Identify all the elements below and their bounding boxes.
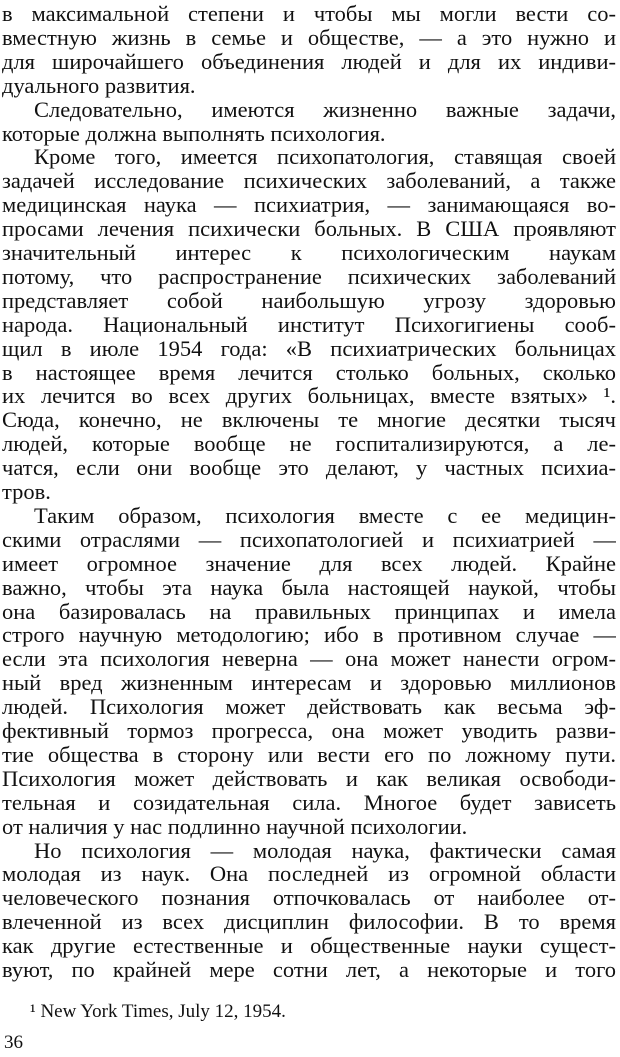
text-line: щил в июле 1954 года: «В психиатрических больницах [2, 336, 616, 361]
text-line: вместную жизнь в семье и обществе, — а это нужно и [2, 25, 616, 50]
text-line: для широчайшего объединения людей и для их индиви- [2, 49, 616, 74]
text-line: строго научную методологию; ибо в противном случае — [2, 623, 616, 648]
text-line: Психология может действовать и как великая освободи- [2, 766, 616, 791]
text-line: просами лечения психически больных. В США проявляют [2, 217, 616, 242]
text-line: человеческого познания отпочковалась от наиболее от- [2, 886, 616, 911]
text-line: народа. Национальный институт Психогигиены сооб- [2, 312, 616, 337]
text-line: от наличия у нас подлинно научной психологии. [2, 814, 468, 839]
text-line: людей. Психология может действовать как весьма эф- [2, 695, 616, 720]
text-line: Сюда, конечно, не включены те многие десятки тысяч [2, 408, 616, 433]
text-line: дуального развития. [2, 73, 196, 98]
text-line: влеченной из всех дисциплин философии. В то время [2, 910, 616, 935]
text-line: медицинская наука — психиатрия, — занимающаяся во- [2, 193, 616, 218]
text-line: их лечится во всех других больницах, вместе взятых» ¹. [2, 384, 616, 409]
text-line: Таким образом, психология вместе с ее медицин- [34, 503, 616, 528]
text-line: значительный интерес к психологическим наукам [2, 241, 616, 265]
text-line: она базировалась на правильных принципах и имела [2, 599, 616, 624]
text-line: важно, чтобы эта наука была настоящей наукой, чтобы [2, 575, 616, 600]
text-line: представляет собой наибольшую угрозу здоровью [2, 288, 616, 313]
text-line: задачей исследование психических заболеваний, а также [2, 169, 616, 194]
text-line: чатся, если они вообще это делают, у частных психиа- [2, 456, 616, 481]
text-line: ный вред жизненным интересам и здоровью миллионов [2, 671, 616, 696]
text-line: тельная и созидательная сила. Многое будет зависеть [2, 790, 616, 815]
text-line: скими отраслями — психопатологией и психиатрией — [2, 527, 616, 552]
text-line: если эта психология неверна — она может нанести огром- [2, 647, 616, 672]
text-line: вуют, по крайней мере сотни лет, а некоторые и того [2, 958, 616, 982]
text-line: молодая из наук. Она последней из огромной области [2, 862, 616, 887]
text-line: в максимальной степени и чтобы мы могли вести со- [2, 2, 616, 26]
text-line: Следовательно, имеются жизненно важные задачи, [34, 97, 616, 122]
text-line: тров. [2, 480, 51, 504]
text-line: фективный тормоз прогресса, она может уводить разви- [2, 719, 616, 743]
text-line: Но психология — молодая наука, фактически самая [34, 838, 616, 863]
text-line: в настоящее время лечится столько больных, сколько [2, 360, 616, 385]
footnote: ¹ New York Times, July 12, 1954. [30, 1001, 286, 1022]
text-line: потому, что распространение психических заболеваний [2, 264, 616, 289]
text-line: которые должна выполнять психология. [2, 121, 386, 146]
text-line: Кроме того, имеется психопатология, ставящая своей [34, 145, 616, 170]
text-line: тие общества в сторону или вести его по ложному пути. [2, 742, 616, 767]
page-number: 36 [4, 1032, 23, 1053]
text-line: людей, которые вообще не госпитализируются, а ле- [2, 432, 616, 457]
text-line: как другие естественные и общественные науки сущест- [2, 934, 616, 959]
text-line: имеет огромное значение для всех людей. Крайне [2, 551, 616, 576]
